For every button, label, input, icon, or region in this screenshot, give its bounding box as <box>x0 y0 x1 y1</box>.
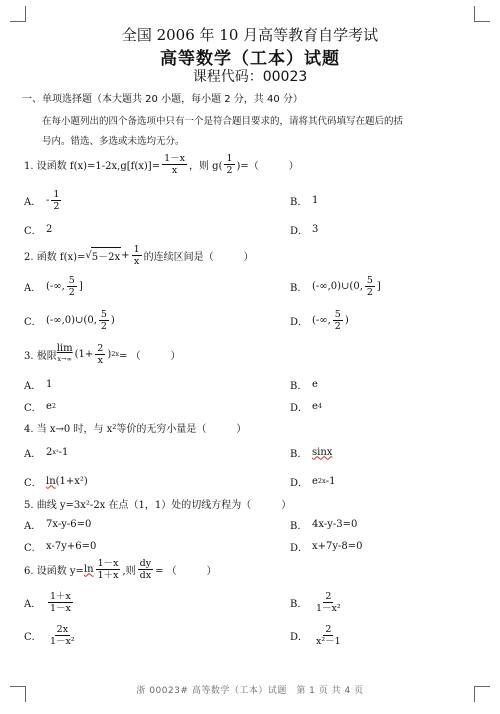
q4-a-post: -1 <box>58 446 69 458</box>
question-4 <box>24 413 246 441</box>
q2-c-den: 2 <box>100 320 107 332</box>
q2-option-a[interactable] <box>24 272 83 300</box>
q1-fraction <box>162 153 187 176</box>
option-label: C． <box>24 477 42 489</box>
q3-d-exp: 4 <box>317 402 323 410</box>
q2-a-pre: (-∞, <box>46 280 65 292</box>
option-label: D． <box>290 316 309 328</box>
q5-d-value: x+7y-8=0 <box>312 540 363 552</box>
q4-d-exp: 2x <box>317 477 326 485</box>
q1-b-value: 1 <box>312 194 319 206</box>
q5-option-d[interactable] <box>290 532 363 560</box>
q2-b-post: ] <box>376 280 381 292</box>
q2-option-c[interactable] <box>24 306 115 334</box>
q2-d-pre: (-∞, <box>312 314 331 326</box>
q2-d-post: ) <box>344 314 349 326</box>
q6-mid: ,则 <box>122 565 136 577</box>
q4-c-ln: ln <box>46 475 56 487</box>
q3-frac-den: x <box>97 354 103 366</box>
q2-d-num: 5 <box>334 308 341 320</box>
option-label: C． <box>24 316 42 328</box>
question-1 <box>24 150 299 178</box>
q4-a-base: 2 <box>46 446 53 458</box>
q3-paren-close: ) <box>107 348 112 360</box>
q5-b-value: 4x-y-3=0 <box>312 518 358 530</box>
question-3 <box>24 340 181 368</box>
q6-derivative <box>138 558 153 581</box>
option-label: B． <box>290 282 308 294</box>
q6-a-num: 1＋x <box>50 590 71 602</box>
q2-sqrt: 5－2x <box>91 247 121 263</box>
q1-frac-num: 1－x <box>164 152 185 164</box>
q6-d-num: dy <box>139 557 152 569</box>
q6-c-num: 2x <box>56 623 69 635</box>
option-label: A． <box>24 282 42 294</box>
option-label: A． <box>24 598 42 610</box>
q6-a-den: 1－x <box>50 602 71 614</box>
exam-title: 全国 2006 年 10 月高等教育自学考试 <box>121 26 379 44</box>
q1-d-value: 3 <box>312 223 319 235</box>
q6-d-num: 2 <box>325 623 332 635</box>
q1-arg-num: 1 <box>226 152 233 164</box>
option-label: A． <box>24 448 42 460</box>
option-label: C． <box>24 631 42 643</box>
q6-option-a[interactable] <box>24 588 75 616</box>
page-footer: 浙 00023# 高等数学（工本）试题 第 1 页 共 4 页 <box>136 686 364 696</box>
q4-post: 等价的无穷小量是（ ） <box>116 423 247 435</box>
q4-option-b[interactable] <box>290 438 332 466</box>
question-2 <box>24 241 254 269</box>
q3-fraction <box>95 343 105 366</box>
q4-option-a[interactable] <box>24 438 68 466</box>
q2-frac-den: x <box>133 255 140 267</box>
q4-option-d[interactable] <box>290 467 335 495</box>
q4-d-base: e <box>312 475 318 487</box>
q3-text: 3. 极限 <box>24 350 57 362</box>
q3-lim: lim <box>56 343 73 354</box>
q3-c-base: e <box>46 400 52 412</box>
q2-option-b[interactable] <box>290 272 381 300</box>
q3-lim-sub: x→∞ <box>57 355 72 363</box>
q3-option-d[interactable] <box>290 392 322 420</box>
exam-subject: 高等数学（工本）试题 <box>160 49 340 69</box>
q4-b-value: sinx <box>312 446 333 458</box>
q2-c-fraction <box>99 309 109 332</box>
q2-post: 的连续区间是（ ） <box>143 251 254 263</box>
q3-b-value: e <box>312 378 318 390</box>
option-label: B． <box>290 520 308 532</box>
q6-a-fraction <box>48 591 73 614</box>
q2-b-pre: (-∞,0)∪(0, <box>312 280 363 292</box>
q6-option-d[interactable] <box>290 621 345 649</box>
option-label: B． <box>290 598 308 610</box>
q2-frac-num: 1 <box>133 243 140 255</box>
q1-a-fraction <box>51 189 61 212</box>
q2-fraction <box>132 244 142 267</box>
section-title: 一、单项选择题（本大题共 20 小题，每小题 2 分，共 40 分） <box>22 94 303 105</box>
q6-b-den: 1－x² <box>316 602 341 614</box>
q1-a-sign: - <box>46 194 50 206</box>
option-label: A． <box>24 196 42 208</box>
q3-a-value: 1 <box>46 378 53 390</box>
q5-text: 5. 曲线 y=3x²-2x 在点（1，1）处的切线方程为（ ） <box>24 499 292 511</box>
q2-a-post: ] <box>78 280 83 292</box>
q6-post: = （ ） <box>155 565 217 577</box>
q1-option-d[interactable] <box>290 215 318 243</box>
q3-c-exp: 2 <box>51 402 57 410</box>
q6-option-c[interactable] <box>24 621 79 649</box>
q3-limit <box>57 344 73 364</box>
option-label: D． <box>290 477 309 489</box>
q3-post: = （ ） <box>119 350 181 362</box>
q4-d-post: -1 <box>325 475 336 487</box>
option-label: B． <box>290 380 308 392</box>
q1-option-a[interactable] <box>24 186 63 214</box>
course-code: 课程代码：00023 <box>192 69 308 85</box>
q1-text: 1. 设函数 f(x)=1-2x,g[f(x)]= <box>24 160 161 172</box>
q1-frac-den: x <box>171 164 178 176</box>
option-label: D． <box>290 631 309 643</box>
option-label: A． <box>24 380 42 392</box>
q4-c-post: (1+x²) <box>55 475 88 487</box>
q2-a-den: 2 <box>68 286 75 298</box>
q2-a-num: 5 <box>68 274 75 286</box>
crop-mark-top-left <box>10 6 26 22</box>
crop-mark-top-right <box>474 6 490 22</box>
q2-a-fraction <box>67 275 77 298</box>
option-label: D． <box>290 225 309 237</box>
q5-a-value: 7x-y-6=0 <box>46 518 92 530</box>
q1-c-value: 2 <box>46 223 53 235</box>
option-label: C． <box>24 225 42 237</box>
q6-d-fraction <box>314 624 343 647</box>
option-label: D． <box>290 542 309 554</box>
q2-b-num: 5 <box>366 274 373 286</box>
q4-text: 4. 当 x→0 时，与 x <box>24 423 113 435</box>
q2-b-fraction <box>365 275 375 298</box>
q1-arg-fraction <box>224 153 234 176</box>
q6-ln: ln <box>83 563 94 575</box>
q3-paren-open: (1+ <box>74 348 94 360</box>
q6-frac-den: 1＋x <box>97 569 119 581</box>
q2-option-d[interactable] <box>290 306 349 334</box>
q6-text: 6. 设函数 y= <box>24 565 84 577</box>
q6-c-fraction <box>48 624 77 647</box>
q2-c-post: ) <box>110 314 115 326</box>
q6-c-den: 1－x² <box>50 635 75 647</box>
q1-a-num: 1 <box>53 188 60 200</box>
option-label: B． <box>290 196 308 208</box>
q6-d-den: dx <box>139 569 152 581</box>
q2-b-den: 2 <box>366 286 373 298</box>
q1-after: ，则 g( <box>188 160 223 172</box>
q6-b-fraction <box>314 591 343 614</box>
q6-option-b[interactable] <box>290 588 345 616</box>
instruction-line-1: 在每小题列出的四个备选项中只有一个是符合题目要求的，请将其代码填写在题后的括 <box>42 116 404 127</box>
option-label: A． <box>24 520 42 532</box>
q3-d-base: e <box>312 400 318 412</box>
q2-c-pre: (-∞,0)∪(0, <box>46 314 97 326</box>
q1-a-den: 2 <box>53 200 60 212</box>
option-label: D． <box>290 402 309 414</box>
sqrt-symbol: √ <box>85 249 92 261</box>
q2-c-num: 5 <box>100 308 107 320</box>
q3-frac-num: 2 <box>97 342 104 354</box>
option-label: C． <box>24 542 42 554</box>
q4-exp: 2 <box>112 423 117 431</box>
option-label: C． <box>24 402 42 414</box>
q4-a-exp: x² <box>52 448 59 456</box>
q2-text: 2. 函数 f(x)= <box>24 251 86 263</box>
q6-fraction <box>96 558 121 581</box>
q6-b-num: 2 <box>325 590 332 602</box>
q2-d-den: 2 <box>334 320 341 332</box>
q2-plus: + <box>121 249 130 261</box>
q1-arg-den: 2 <box>226 164 233 176</box>
q1-end: )=（ ） <box>236 160 299 172</box>
q1-option-c[interactable] <box>24 215 52 243</box>
q2-d-fraction <box>333 309 343 332</box>
option-label: B． <box>290 448 308 460</box>
q6-frac-num: 1－x <box>97 557 119 569</box>
q3-exp: 2x <box>111 350 120 358</box>
instruction-line-2: 号内。错选、多选或未选均无分。 <box>42 136 185 147</box>
question-6 <box>24 555 217 583</box>
q5-c-value: x-7y+6=0 <box>46 540 97 552</box>
q6-d-den: x²－1 <box>316 635 341 647</box>
q1-option-b[interactable] <box>290 186 318 214</box>
